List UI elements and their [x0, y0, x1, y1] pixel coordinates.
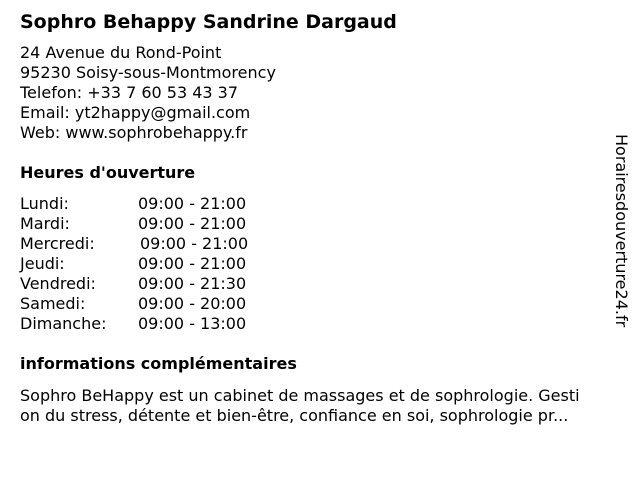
hours-row-saturday	[20, 294, 320, 314]
hours-heading: Heures d'ouverture	[20, 163, 196, 182]
day-label: Mercredi:	[20, 234, 95, 253]
hours-row-thursday	[20, 254, 320, 274]
phone-number: Telefon: +33 7 60 53 43 37	[20, 83, 239, 102]
hours-row-tuesday	[20, 214, 320, 234]
business-name: Sophro Behappy Sandrine Dargaud	[20, 11, 397, 33]
day-label: Lundi:	[20, 194, 69, 213]
hours-row-wednesday	[20, 234, 320, 254]
hours-row-friday	[20, 274, 320, 294]
hours-row-monday	[20, 194, 320, 214]
day-label: Dimanche:	[20, 314, 107, 333]
website: Web: www.sophrobehappy.fr	[20, 123, 248, 142]
time-range: 09:00 - 13:00	[138, 314, 247, 333]
time-range: 09:00 - 21:00	[140, 234, 249, 253]
time-range: 09:00 - 21:00	[138, 214, 247, 233]
time-range: 09:00 - 20:00	[138, 294, 247, 313]
info-line-1: Sophro BeHappy est un cabinet de massages et de sophrologie. Gesti	[20, 386, 580, 405]
site-watermark	[611, 134, 635, 344]
time-range: 09:00 - 21:00	[138, 194, 247, 213]
day-label: Mardi:	[20, 214, 70, 233]
day-label: Vendredi:	[20, 274, 96, 293]
address-line-1: 24 Avenue du Rond-Point	[20, 43, 222, 62]
hours-table	[20, 194, 320, 334]
info-heading: informations complémentaires	[20, 354, 297, 373]
day-label: Samedi:	[20, 294, 86, 313]
time-range: 09:00 - 21:30	[138, 274, 247, 293]
day-label: Jeudi:	[20, 254, 65, 273]
time-range: 09:00 - 21:00	[138, 254, 247, 273]
contact-block	[20, 43, 276, 143]
email-address: Email: yt2happy@gmail.com	[20, 103, 251, 122]
info-line-2: on du stress, détente et bien-être, confiance en soi, sophrologie pr...	[20, 406, 569, 425]
watermark-text: Horairesdouverture24.fr	[612, 134, 631, 328]
info-description	[20, 356, 620, 426]
address-line-2: 95230 Soisy-sous-Montmorency	[20, 63, 276, 82]
hours-row-sunday	[20, 314, 320, 334]
